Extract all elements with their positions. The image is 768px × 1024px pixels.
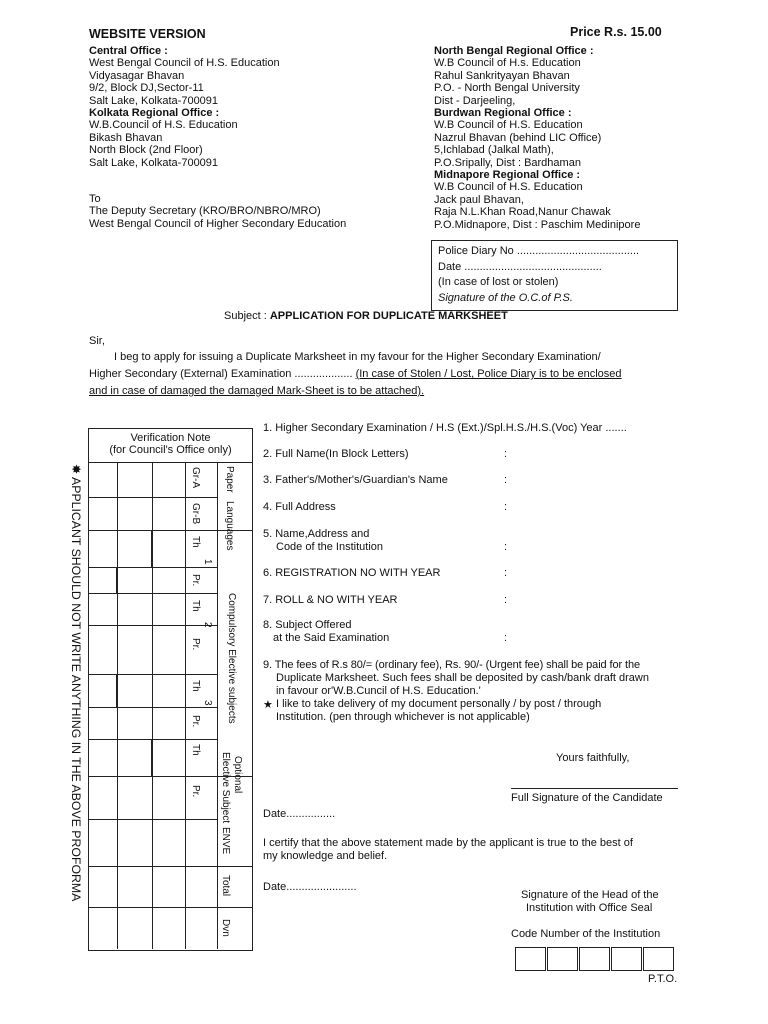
burdwan-office-title: Burdwan Regional Office :	[434, 107, 572, 120]
recipient-block	[89, 193, 346, 230]
address-line: W.B Council of H.S. Education	[434, 119, 583, 132]
central-office-block	[89, 45, 280, 169]
total-label: Total	[220, 875, 231, 897]
head-date[interactable]: Date.......................	[263, 881, 357, 893]
address-line: Bikash Bhavan	[89, 131, 163, 144]
pto-label: P.T.O.	[648, 973, 678, 985]
grid-line	[116, 567, 118, 593]
certification-line-1: I certify that the above statement made by the applicant is true to the best of	[263, 837, 633, 849]
applicant-warning-vertical: ✸ APPLICANT SHOULD NOT WRITE ANYTHING IN THE ABOVE PROFORMA	[69, 464, 83, 902]
answer-colon: :	[504, 594, 508, 606]
pr-label-2: Pr.	[190, 638, 201, 651]
delivery-option-line-2: Institution. (pen through whichever is not applicable)	[276, 711, 530, 723]
question-1: 1. Higher Secondary Examination / H.S (Ext.)/Spl.H.S./H.S.(Voc) Year .......	[263, 422, 627, 434]
pr-label-4: Pr.	[190, 785, 201, 798]
grid-line	[89, 707, 217, 708]
grid-line	[89, 674, 217, 675]
grid-line	[151, 739, 153, 776]
central-office-title: Central Office :	[89, 45, 168, 57]
yours-faithfully: Yours faithfully,	[556, 752, 630, 764]
subject-number-1: 1	[202, 559, 213, 565]
grid-line	[89, 907, 252, 908]
optional-label: Optional	[232, 756, 243, 794]
question-9a: 9. The fees of R.s 80/= (ordinary fee), Rs. 90/- (Urgent fee) shall be paid for the	[263, 659, 640, 671]
th-label-1: Th	[190, 536, 201, 548]
police-note: (In case of lost or stolen)	[438, 276, 559, 288]
languages-label: Languages	[224, 501, 235, 551]
code-digit-box[interactable]	[643, 947, 674, 971]
address-line: Rahul Sankrityayan Bhavan	[434, 69, 570, 82]
code-digit-box[interactable]	[611, 947, 642, 971]
grid-line	[185, 462, 186, 949]
question-5b: Code of the Institution	[276, 541, 384, 553]
letter-line-2-text: Higher Secondary (External) Examination ...................	[89, 368, 353, 380]
subject-number-3: 3	[202, 700, 213, 706]
grid-line	[116, 674, 118, 707]
address-line: 5,Ichlabad (Jalkal Math),	[434, 144, 554, 157]
police-signature-label: Signature of the O.C.of P.S.	[438, 291, 573, 304]
delivery-option-line-1: I like to take delivery of my document personally / by post / through	[276, 698, 602, 710]
verification-grid	[88, 428, 253, 951]
code-digit-box[interactable]	[515, 947, 546, 971]
institution-code-label: Code Number of the Institution	[511, 928, 661, 940]
address-line: W.B Council of H.S. Education	[434, 181, 583, 194]
address-line: P.O.Sripally, Dist : Bardhaman	[434, 156, 581, 169]
code-digit-box[interactable]	[579, 947, 610, 971]
grid-line	[151, 530, 153, 567]
midnapore-office-title: Midnapore Regional Office :	[434, 169, 581, 182]
star-bullet: ★	[263, 699, 273, 711]
kolkata-office-title: Kolkata Regional Office :	[89, 107, 220, 120]
to-line: West Bengal Council of Higher Secondary Education	[89, 217, 347, 230]
address-line: Jack paul Bhavan,	[434, 193, 524, 206]
subject-number-2: 2	[202, 622, 213, 628]
address-line: Dist - Darjeeling,	[434, 94, 516, 107]
candidate-date[interactable]: Date................	[263, 808, 336, 820]
verification-title: Verification Note	[130, 432, 211, 444]
letter-line-2-note: (In case of Stolen / Lost, Police Diary is to be enclosed	[355, 368, 622, 380]
website-version-label: WEBSITE VERSION	[89, 27, 206, 41]
price-label: Price R.s. 15.00	[570, 25, 662, 39]
subject-prefix: Subject :	[224, 310, 270, 322]
address-line: 9/2, Block DJ,Sector-11	[89, 82, 204, 95]
th-label-4: Th	[190, 744, 201, 756]
north-bengal-office-title: North Bengal Regional Office :	[434, 45, 594, 57]
salutation: Sir,	[89, 335, 105, 347]
question-8b: at the Said Examination	[273, 632, 390, 644]
elective-subject-label: Elective Subject	[220, 752, 231, 824]
to-line: The Deputy Secretary (KRO/BRO/NBRO/MRO)	[89, 205, 321, 218]
letter-line-3: and in case of damaged the damaged Mark-Sheet is to be attached).	[89, 385, 425, 397]
pr-label-3: Pr.	[190, 715, 201, 728]
paper-label: Paper	[224, 466, 235, 493]
grid-line	[89, 866, 252, 867]
th-label-2: Th	[190, 600, 201, 612]
verification-subtitle: (for Council's Office only)	[109, 444, 232, 456]
subject-line	[224, 310, 508, 322]
gr-a-label: Gr-A	[190, 467, 201, 489]
candidate-signature-label: Full Signature of the Candidate	[511, 792, 663, 804]
answer-colon: :	[504, 448, 508, 460]
answer-colon: :	[504, 567, 508, 579]
grid-line	[89, 625, 217, 626]
question-5a: 5. Name,Address and	[263, 528, 370, 540]
subject-title: APPLICATION FOR DUPLICATE MARKSHEET	[269, 310, 508, 322]
answer-colon: :	[504, 501, 508, 513]
grid-line	[89, 819, 217, 820]
address-line: West Bengal Council of H.S. Education	[89, 57, 280, 70]
gr-b-label: Gr-B	[190, 503, 201, 525]
grid-line	[89, 462, 252, 463]
address-line: W.B Council of H.s. Education	[434, 57, 581, 70]
question-6: 6. REGISTRATION NO WITH YEAR	[263, 567, 441, 579]
answer-colon: :	[504, 541, 508, 553]
police-date-field[interactable]: Date .............................................	[438, 260, 602, 273]
head-signature-label-1: Signature of the Head of the	[521, 889, 659, 901]
grid-line	[89, 593, 217, 594]
regional-offices-block	[434, 45, 640, 231]
candidate-signature-line[interactable]	[511, 788, 678, 789]
answer-colon: :	[504, 474, 508, 486]
letter-line-2	[89, 367, 622, 382]
pr-label-1: Pr.	[190, 574, 201, 587]
grid-line	[217, 462, 218, 949]
enve-label: ENVE	[220, 827, 231, 855]
grid-line	[89, 567, 217, 568]
institution-code-boxes	[515, 947, 675, 971]
question-4: 4. Full Address	[263, 501, 336, 513]
dvn-label: Dvn	[220, 919, 231, 937]
address-line: Nazrul Bhavan (behind LIC Office)	[434, 131, 602, 144]
grid-line	[89, 739, 217, 740]
letter-line-1: I beg to apply for issuing a Duplicate Marksheet in my favour for the Higher Secondary Examination/	[114, 351, 601, 363]
question-2: 2. Full Name(In Block Letters)	[263, 448, 409, 460]
police-diary-no-field[interactable]: Police Diary No ........................................	[438, 245, 640, 257]
address-line: P.O.Midnapore, Dist : Paschim Medinipore	[434, 218, 641, 231]
address-line: Salt Lake, Kolkata-700091	[89, 94, 219, 107]
address-line: Vidyasagar Bhavan	[89, 69, 185, 82]
question-9c: in favour or'W.B.Cuncil of H.S. Education.'	[276, 685, 481, 697]
address-line: P.O. - North Bengal University	[434, 82, 580, 95]
head-signature-label-2: Institution with Office Seal	[526, 902, 653, 914]
police-diary-box	[431, 240, 678, 311]
grid-line	[89, 497, 217, 498]
address-line: North Block (2nd Floor)	[89, 144, 203, 157]
certification-line-2: my knowledge and belief.	[263, 850, 388, 862]
question-9b: Duplicate Marksheet. Such fees shall be deposited by cash/bank draft drawn	[276, 672, 649, 684]
question-7: 7. ROLL & NO WITH YEAR	[263, 594, 398, 606]
question-3: 3. Father's/Mother's/Guardian's Name	[263, 474, 448, 486]
address-line: Raja N.L.Khan Road,Nanur Chawak	[434, 206, 611, 219]
to-line: To	[89, 193, 101, 205]
question-8a: 8. Subject Offered	[263, 619, 352, 631]
compulsory-label: Compulsory Elective subjects	[226, 593, 237, 724]
address-line: W.B.Council of H.S. Education	[89, 119, 238, 132]
th-label-3: Th	[190, 680, 201, 692]
address-line: Salt Lake, Kolkata-700091	[89, 156, 219, 169]
code-digit-box[interactable]	[547, 947, 578, 971]
answer-colon: :	[504, 632, 508, 644]
